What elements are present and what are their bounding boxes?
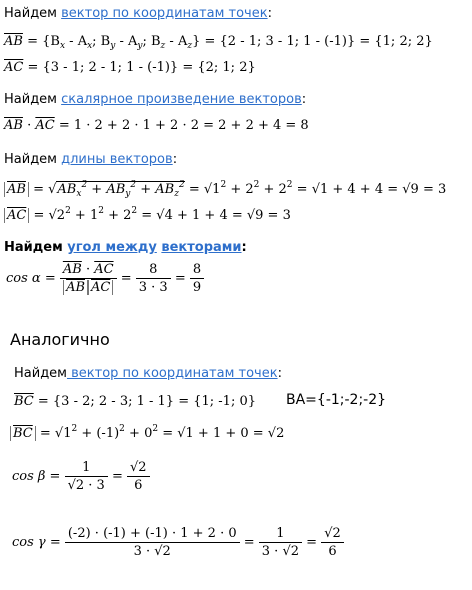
sup: 2 <box>253 180 260 190</box>
sup: 2 <box>130 180 137 190</box>
vector-ab: $\overline{AB}$ <box>7 182 26 197</box>
equals: = <box>239 535 259 550</box>
link-vector-lengths[interactable]: длины векторов <box>61 152 173 167</box>
formula-part: + 2 <box>103 208 132 223</box>
analog-text: Аналогично <box>10 330 110 349</box>
cos-beta-label: cos β = <box>12 469 61 484</box>
formula-part: = √1 + 1 + 0 = √2 <box>158 426 285 441</box>
link-vector-by-points-2[interactable]: вектор по координатам точек <box>66 366 278 381</box>
sup: 2 <box>81 180 88 190</box>
formula-part: - A <box>165 34 188 49</box>
vector-ab: $\overline{AB}$ <box>66 280 86 295</box>
formula-part: + 0 <box>124 426 153 441</box>
heading-vector-lengths <box>4 152 177 167</box>
formula-part: - A <box>65 34 88 49</box>
cos-beta-formula <box>12 460 150 493</box>
heading-colon: : <box>267 6 272 21</box>
fraction <box>127 460 150 493</box>
fraction-8-over-9 <box>136 262 171 295</box>
sub: z <box>187 41 193 51</box>
cos-gamma-formula <box>12 526 344 559</box>
sup: 2 <box>152 424 159 434</box>
fraction-result <box>190 262 204 295</box>
vector-ac: $\overline{AC}$ <box>94 262 114 277</box>
vector-ac: $\overline{AC}$ <box>91 280 111 295</box>
link-angle-between[interactable]: угол между <box>67 240 157 255</box>
vector-bc: $\overline{BC}$ <box>13 426 33 441</box>
fraction <box>259 526 302 559</box>
den: 6 <box>134 478 143 493</box>
heading-scalar-product <box>4 92 306 107</box>
bc-coords-line <box>14 394 256 409</box>
num: 1 <box>259 526 302 543</box>
heading-colon: : <box>277 366 282 381</box>
cos-alpha-formula <box>6 262 204 295</box>
link-scalar-product[interactable]: скалярное произведение векторов <box>61 92 302 107</box>
heading-text: Найдем <box>4 92 57 107</box>
bc-expr: = {3 - 2; 2 - 3; 1 - 1} = {1; -1; 0} <box>33 394 257 409</box>
link-vectors[interactable]: векторами <box>161 240 242 255</box>
sup: 2 <box>179 180 185 190</box>
equals: = <box>116 271 136 286</box>
heading-colon: : <box>172 152 178 167</box>
cos-alpha-label: cos α = <box>6 271 56 286</box>
sub: y <box>110 41 116 51</box>
formula-part: ; B <box>92 34 111 49</box>
formula-part: + (-1) <box>77 426 120 441</box>
fraction <box>65 526 240 559</box>
bc-length-line <box>10 424 284 441</box>
dot: · <box>81 262 95 277</box>
ac-length-line <box>4 206 291 223</box>
formula-part: AB <box>106 182 126 197</box>
ab-coords-line <box>4 34 433 51</box>
link-vector-by-points[interactable]: вектор по координатам точек <box>61 6 268 21</box>
den: 9 <box>192 280 202 295</box>
vector-bc: $\overline{BC}$ <box>14 394 34 409</box>
ba-vector-text: BA={-1;-2;-2} <box>286 392 387 408</box>
heading-text: Найдем <box>4 152 57 167</box>
formula-part: = √1 + 4 + 4 = √9 = 3 <box>292 182 447 197</box>
vector-ac: $\overline{AC}$ <box>35 118 55 133</box>
equals: = <box>302 535 322 550</box>
vector-ac: $\overline{AC}$ <box>4 60 24 75</box>
formula-part: + <box>136 182 156 197</box>
num: (-2) · (-1) + (-1) · 1 + 2 · 0 <box>65 526 240 543</box>
formula-part: - A <box>115 34 138 49</box>
ab-result: = {2 - 1; 3 - 1; 1 - (-1)} = {1; 2; 2} <box>200 34 433 49</box>
sup: 2 <box>119 424 125 434</box>
sub: x <box>76 189 82 199</box>
scalar-product-line <box>4 118 309 133</box>
formula-part: = √1 <box>184 182 221 197</box>
heading-vector-coords <box>4 6 272 21</box>
sub: z <box>160 41 166 51</box>
ac-coords-line <box>4 60 256 75</box>
heading-text: Найдем <box>14 366 67 381</box>
vector-ab: $\overline{AB}$ <box>4 118 23 133</box>
sup: 2 <box>220 180 227 190</box>
dot: · <box>22 118 36 133</box>
sup: 2 <box>131 206 138 216</box>
sub: x <box>59 41 66 51</box>
ac-result: = {3 - 1; 2 - 1; 1 - (-1)} = {2; 1; 2} <box>23 60 256 75</box>
heading-colon: : <box>241 240 247 255</box>
num: 1 <box>65 460 108 477</box>
formula-part: = √4 + 1 + 4 = √9 = 3 <box>137 208 291 223</box>
formula-part: = √ <box>28 182 57 197</box>
sup: 2 <box>71 424 78 434</box>
den: 3 · √2 <box>261 544 300 559</box>
sup: 2 <box>98 206 104 216</box>
heading-text: Найдем <box>4 240 63 255</box>
num: 8 <box>190 262 204 279</box>
formula-part: } <box>192 34 201 49</box>
fraction <box>321 526 344 559</box>
equals: = <box>170 271 190 286</box>
den: 3 · 3 <box>138 280 168 295</box>
formula-part: + <box>87 182 107 197</box>
den: 6 <box>328 544 337 559</box>
sub: y <box>125 189 131 199</box>
vector-ab: $\overline{AB}$ <box>62 262 82 277</box>
vector-ac: $\overline{AC}$ <box>7 208 27 223</box>
cos-gamma-label: cos γ = <box>12 535 61 550</box>
sub: z <box>174 189 179 199</box>
den: √2 · 3 <box>67 478 105 493</box>
formula-part: AB <box>155 182 175 197</box>
ab-length-line <box>4 180 446 199</box>
num: √2 <box>321 526 344 543</box>
heading-colon: : <box>301 92 307 107</box>
formula-part: ; B <box>142 34 161 49</box>
heading-vector-coords-2 <box>14 366 282 381</box>
formula-part: = √1 <box>35 426 72 441</box>
den: 3 · √2 <box>133 544 171 559</box>
formula-part: = √2 <box>29 208 66 223</box>
formula-part: + 2 <box>259 182 287 197</box>
sup: 2 <box>65 206 71 216</box>
heading-text: Найдем <box>4 6 57 21</box>
num: √2 <box>127 460 150 477</box>
equals: = <box>107 469 127 484</box>
sub: y <box>137 41 143 51</box>
formula-part: AB <box>57 182 77 197</box>
scalar-expr: = 1 · 2 + 2 · 1 + 2 · 2 = 2 + 2 + 4 = 8 <box>54 118 309 133</box>
formula-part: = {B <box>27 34 60 49</box>
sup: 2 <box>286 180 293 190</box>
fraction <box>65 460 108 493</box>
formula-part: + 1 <box>70 208 99 223</box>
vector-ab: $\overline{AB}$ <box>4 34 23 49</box>
heading-angle <box>4 240 247 255</box>
sub: x <box>87 41 93 51</box>
formula-part: + 2 <box>226 182 254 197</box>
num: 8 <box>136 262 171 279</box>
cos-alpha-fraction <box>60 262 117 295</box>
